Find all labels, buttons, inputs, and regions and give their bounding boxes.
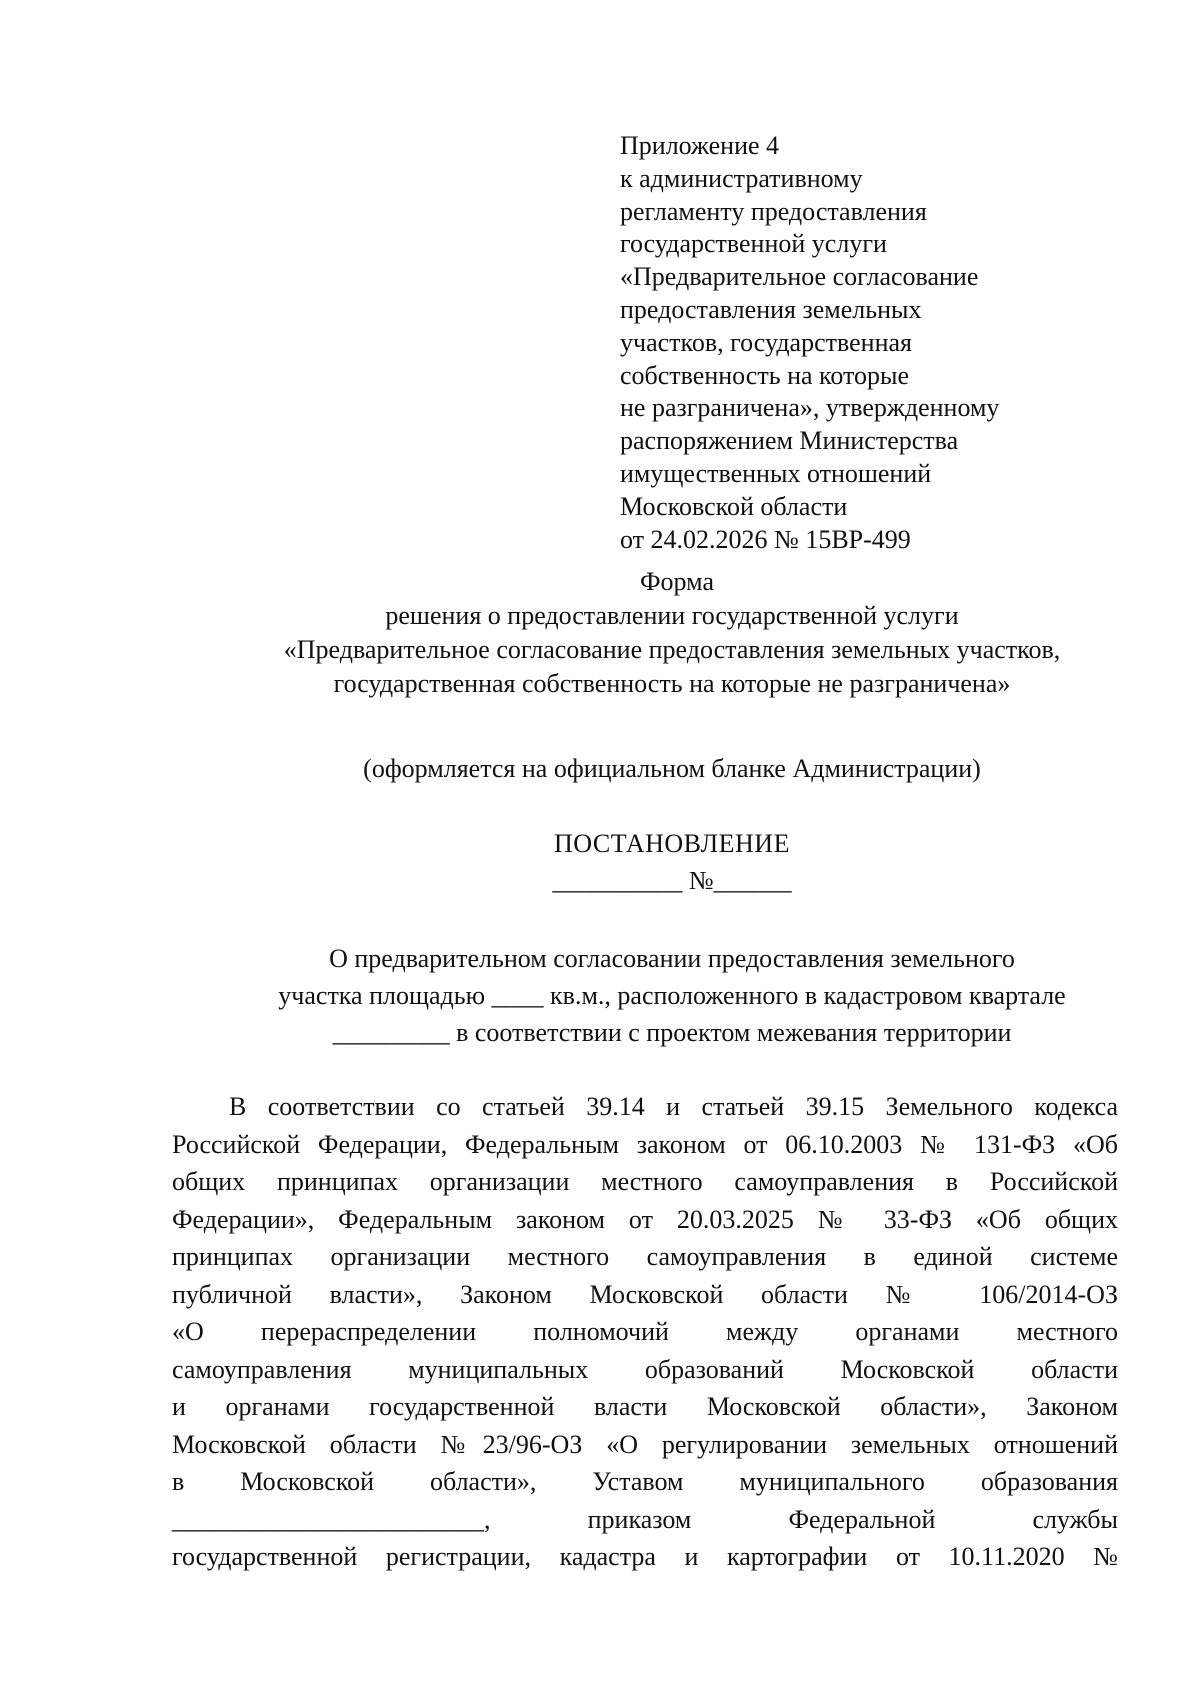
appendix-line: «Предварительное согласование: [620, 262, 979, 292]
subject-line: О предварительном согласовании предоставления земельного: [329, 944, 1015, 973]
appendix-line: Московской области: [620, 491, 848, 521]
subject-line: _________ в соответствии с проектом межевания территории: [332, 1018, 1012, 1047]
appendix-line: не разграничена», утвержденному: [620, 393, 1000, 423]
appendix-block: [620, 130, 1140, 556]
body-line: В соответствии со статьей 39.14 и статьей 39.15 Земельного кодекса: [229, 1092, 1118, 1121]
body-line: общих принципах организации местного самоуправления в Российской: [172, 1167, 1118, 1196]
body-line: Российской Федерации, Федеральным законом от 06.10.2003 № 131-ФЗ «Об: [172, 1129, 1118, 1159]
body-line: государственной регистрации, кадастра и картографии от 10.11.2020 №: [172, 1542, 1118, 1571]
body-line: принципах организации местного самоуправления в единой системе: [172, 1242, 1118, 1271]
blank-note: (оформляется на официальном бланке Администрации): [363, 754, 981, 783]
form-heading-line: решения о предоставлении государственной услуги: [385, 601, 959, 630]
body-line: публичной власти», Законом Московской области № 106/2014-ОЗ: [172, 1279, 1118, 1309]
form-title: Форма: [640, 567, 714, 596]
body-paragraph: [172, 1088, 1118, 1576]
form-heading-line: государственная собственность на которые не разграничена»: [333, 669, 1011, 698]
decree-subject: [172, 940, 1172, 1051]
decree-number-line: __________ №______: [552, 866, 792, 895]
form-heading: [172, 565, 1172, 701]
appendix-line: от 24.02.2026 № 15ВР-499: [620, 524, 911, 554]
body-line: и органами государственной власти Московской области», Законом: [172, 1392, 1118, 1421]
body-line: самоуправления муниципальных образований Московской области: [172, 1354, 1118, 1384]
appendix-line: регламенту предоставления: [620, 196, 927, 226]
appendix-line: предоставления земельных: [620, 294, 922, 324]
appendix-line: имущественных отношений: [620, 458, 932, 488]
body-line: в Московской области», Уставом муниципального образования: [172, 1467, 1118, 1496]
appendix-line: распоряжением Министерства: [620, 426, 959, 456]
subject-line: участка площадью ____ кв.м., расположенного в кадастровом квартале: [278, 981, 1066, 1010]
body-line: «О перераспределении полномочий между органами местного: [172, 1317, 1118, 1346]
form-heading-line: «Предварительное согласование предоставления земельных участков,: [283, 635, 1061, 664]
appendix-line: Приложение 4: [620, 131, 780, 160]
body-line: Федерации», Федеральным законом от 20.03.2025 № 33-ФЗ «Об общих: [172, 1204, 1118, 1234]
appendix-line: собственность на которые: [620, 360, 910, 390]
appendix-line: к административному: [620, 163, 863, 193]
appendix-line: государственной услуги: [620, 229, 887, 259]
body-line: Московской области №23/96-ОЗ «О регулировании земельных отношений: [172, 1429, 1118, 1459]
body-line: ________________________, приказом Федеральной службы: [172, 1504, 1118, 1534]
decree-title: ПОСТАНОВЛЕНИЕ: [554, 829, 790, 858]
appendix-line: участков, государственная: [620, 327, 912, 357]
